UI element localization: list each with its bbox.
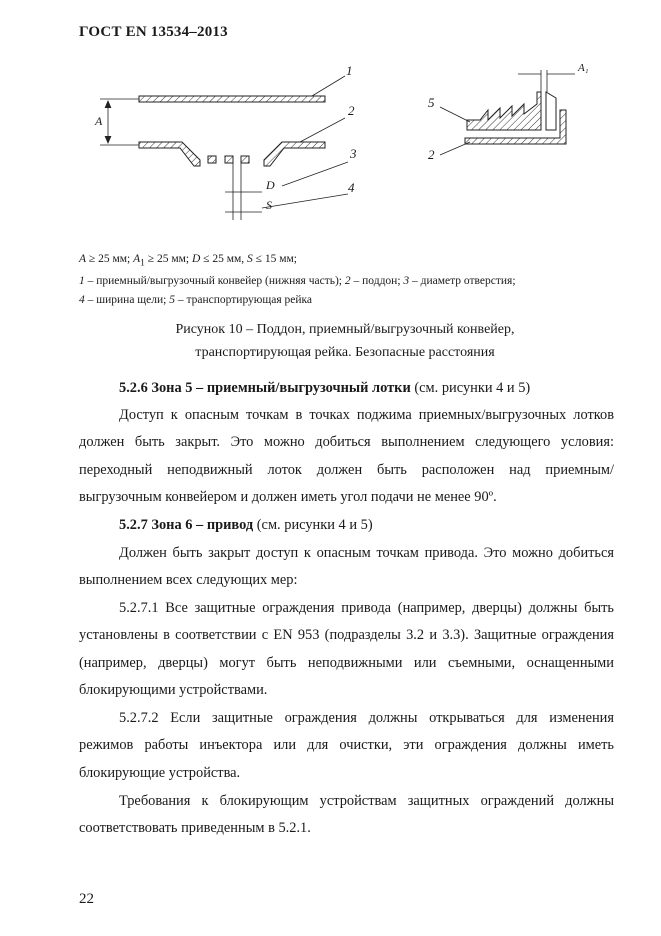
section-526-title: 5.2.6 Зона 5 – приемный/выгрузочный лотки <box>119 380 411 396</box>
transport-bar <box>467 92 541 130</box>
section-526-heading <box>79 375 614 402</box>
legend-d: D <box>191 253 201 265</box>
leader-lines-right <box>440 107 470 155</box>
legend-n3: 3 <box>403 275 410 288</box>
section-5272: 5.2.7.2 Если защитные ограждения должны открываться для изменения режимов работы инъектора или для очистки, эти ограждения должны иметь блокирующие устройства. <box>79 710 614 781</box>
tray <box>139 142 325 166</box>
caption-line-2: транспортирующая рейка. Безопасные расстояния <box>195 345 495 360</box>
legend-line-3 <box>79 291 619 310</box>
label-d: D <box>266 178 275 192</box>
label-s: S <box>266 198 272 212</box>
legend-t4: – ширина щели; <box>84 294 170 307</box>
legend-n1: 1 <box>79 275 85 288</box>
figure-caption <box>100 318 590 364</box>
section-527-ref: (см. рисунки 4 и 5) <box>253 517 373 533</box>
label-3: 3 <box>350 146 357 161</box>
legend-t2: – поддон; <box>350 275 404 288</box>
page-number: 22 <box>79 891 94 907</box>
label-2: 2 <box>348 103 355 118</box>
label-1: 1 <box>346 63 353 78</box>
legend-t3: – диаметр отверстия; <box>409 275 516 288</box>
section-527-requirements: Требования к блокирующим устройствам защитных ограждений должны соответствовать приведенным в 5.2.1. <box>79 793 614 837</box>
legend-a1-val: ≥ 25 мм; <box>144 253 192 265</box>
label-5: 5 <box>428 95 435 110</box>
legend-n4: 4 <box>79 294 85 307</box>
dimension-a1 <box>518 70 575 92</box>
legend-line-2 <box>79 272 619 291</box>
label-2-right: 2 <box>428 147 435 162</box>
label-4: 4 <box>348 180 355 195</box>
legend-a: A <box>79 253 87 265</box>
section-527-title: 5.2.7 Зона 6 – привод <box>119 517 254 533</box>
figure-legend <box>79 250 619 310</box>
dimension-d-s <box>225 163 262 220</box>
legend-n2: 2 <box>344 275 351 288</box>
caption-line-1: Рисунок 10 – Поддон, приемный/выгрузочный конвейер, <box>175 322 515 337</box>
section-526-ref: (см. рисунки 4 и 5) <box>410 380 531 396</box>
legend-line-1 <box>79 250 619 272</box>
figure-10-drawing <box>0 50 661 250</box>
legend-a1: A <box>133 253 141 265</box>
document-header: ГОСТ EN 13534–2013 <box>79 24 228 40</box>
legend-a1-sub: 1 <box>140 257 145 269</box>
legend-s-val: ≤ 15 мм; <box>252 253 297 265</box>
label-a1: A₁ <box>578 62 589 74</box>
legend-t1: – приемный/выгрузочный конвейер (нижняя часть); <box>84 275 345 288</box>
legend-n5: 5 <box>169 294 175 307</box>
section-527-body: Должен быть закрыт доступ к опасным точкам привода. Это можно добиться выполнением всех следующих мер: <box>79 545 614 589</box>
legend-a-val: ≥ 25 мм; <box>86 253 134 265</box>
section-5271: 5.2.7.1 Все защитные ограждения привода (например, дверцы) должны быть установлены в соответствии с EN 953 (подразделы 3.2 и 3.3). Защитные ограждения (например, дверцы) могут быть неподвижными или съемными, оснащенными блокирующими устройствами. <box>79 600 614 698</box>
conveyor-plate <box>139 96 325 102</box>
label-a: A <box>95 114 103 128</box>
legend-t5: – транспортирующая рейка <box>174 294 313 307</box>
section-526-body: Доступ к опасным точкам в точках поджима приемных/выгрузочных лотков должен быть закрыт. Это можно добиться выполнением следующего условия: переходный неподвижный лоток должен быть расположен над приемным/выгрузочным конвейером и должен иметь угол подачи не менее 90º. <box>79 407 614 505</box>
section-527-heading <box>79 512 614 539</box>
dimension-a <box>100 99 139 145</box>
legend-s: S <box>247 253 253 265</box>
legend-d-val: ≤ 25 мм, <box>200 253 248 265</box>
